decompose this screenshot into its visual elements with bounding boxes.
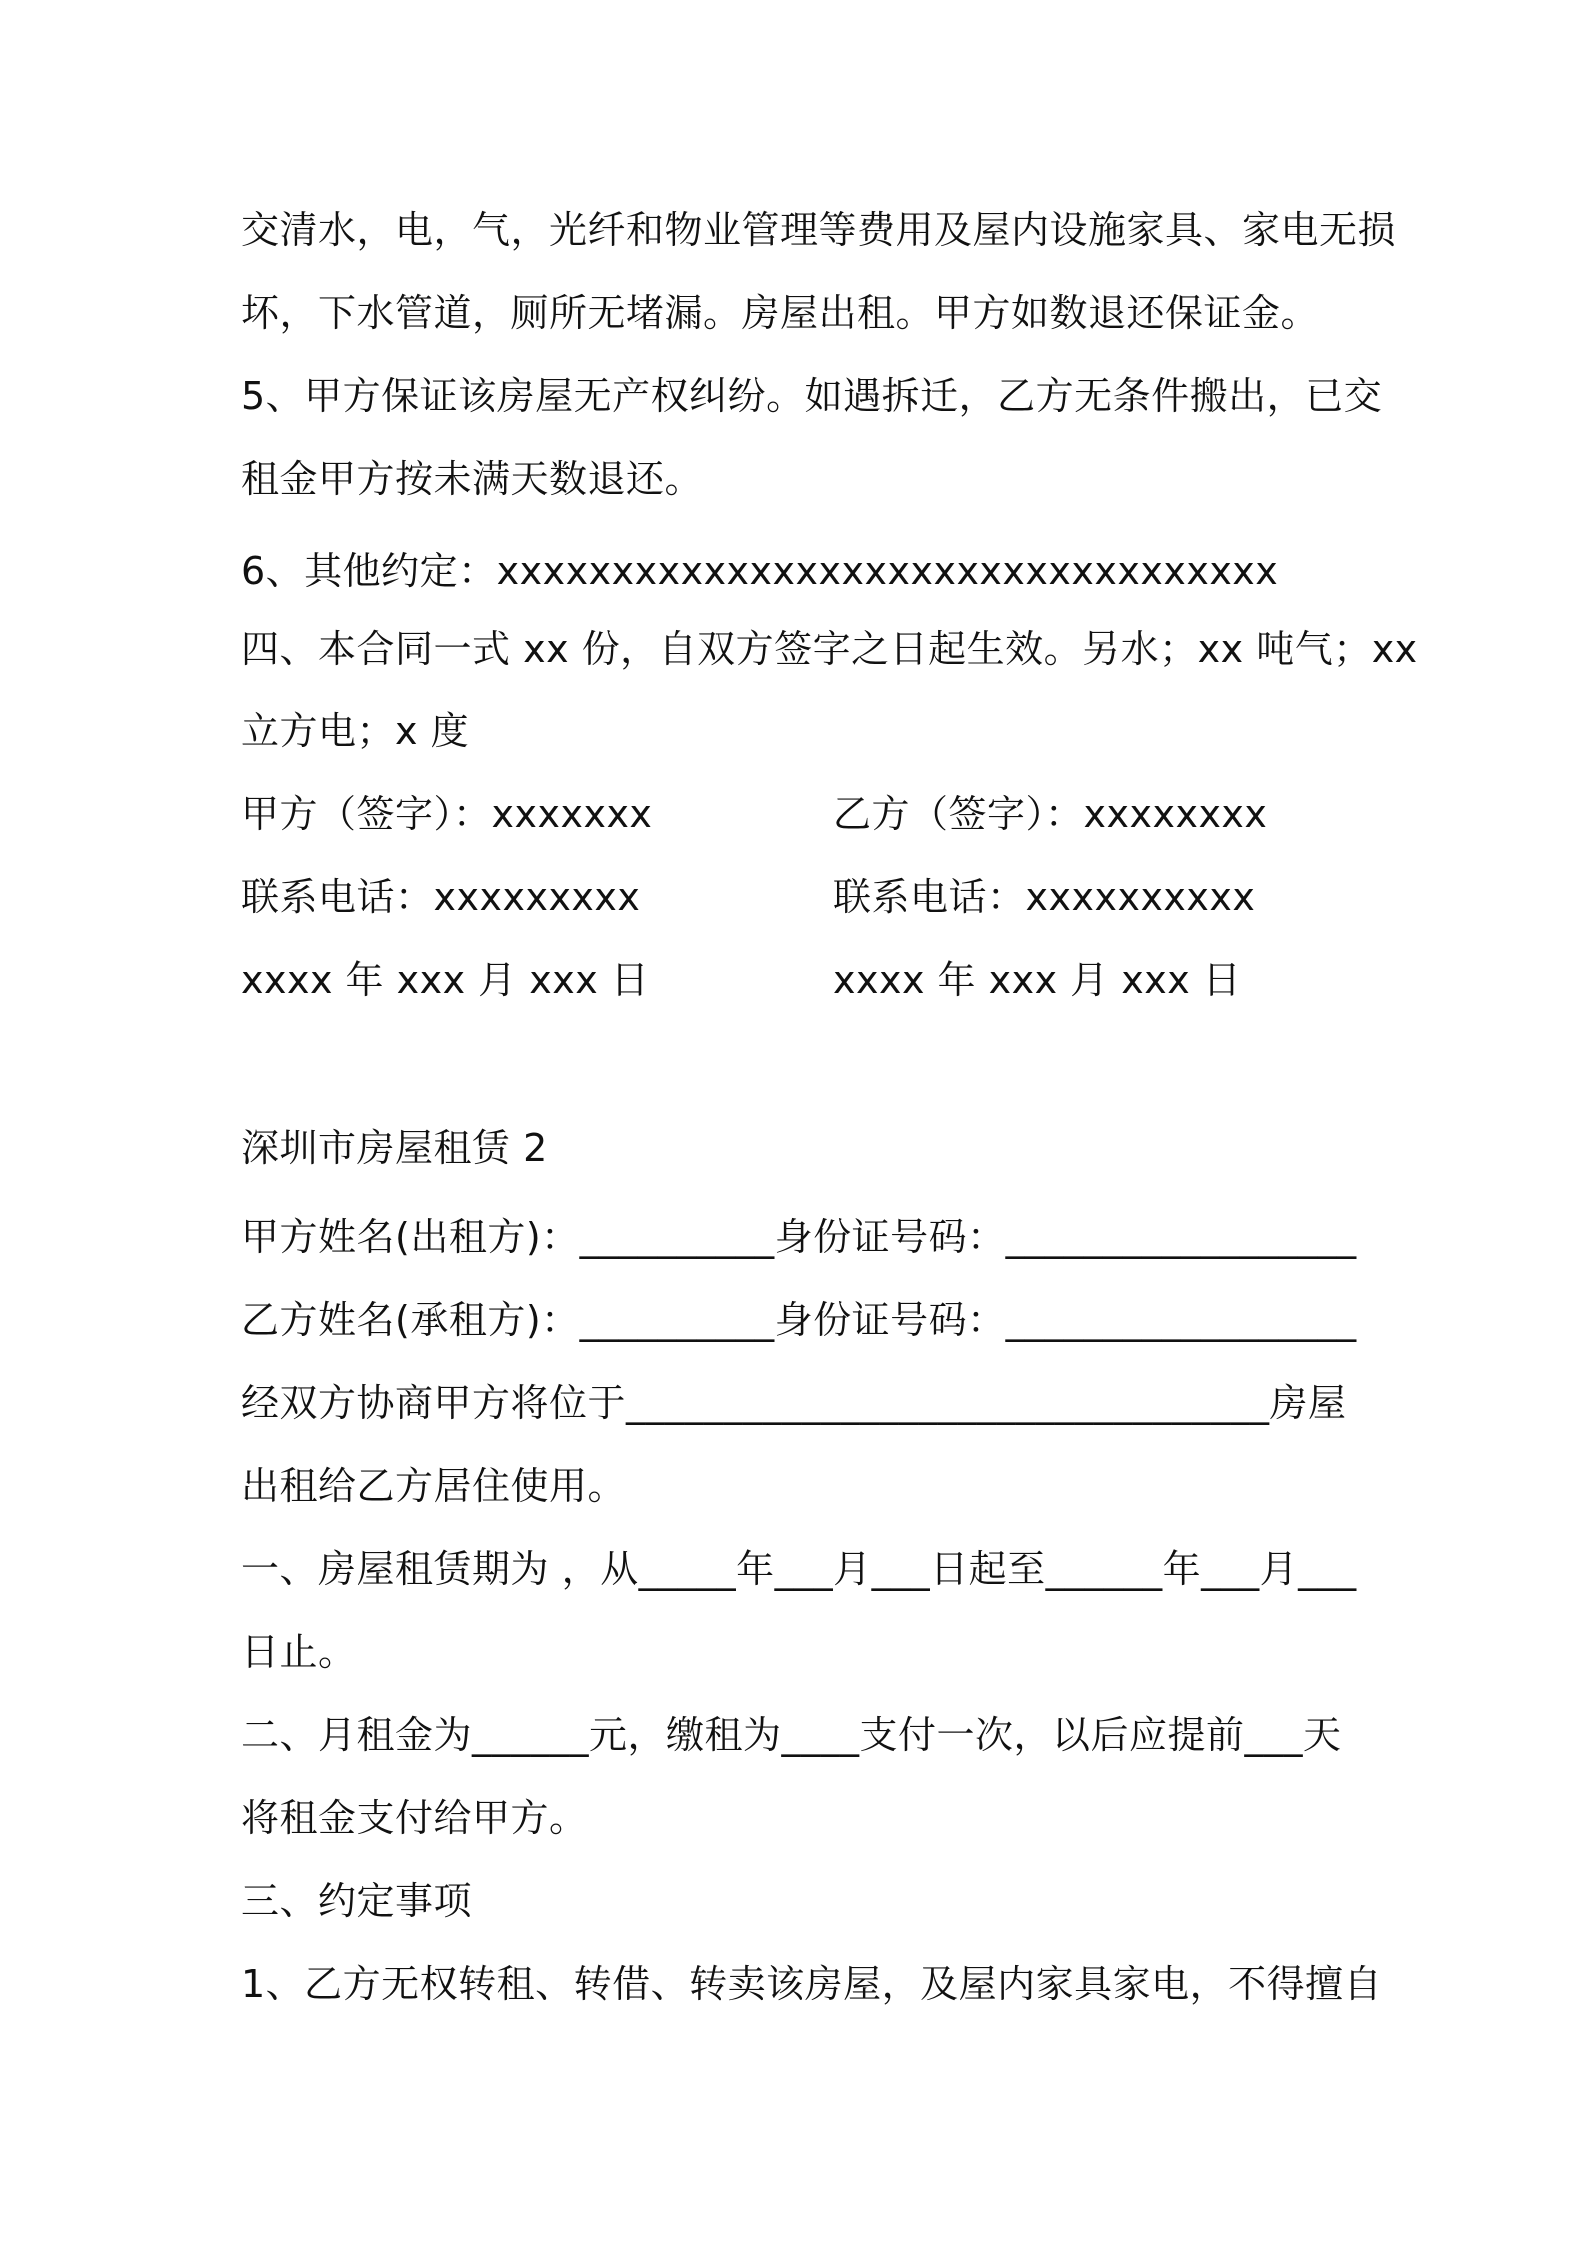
party-a-signature: 甲方（签字）：xxxxxxx <box>241 792 653 836</box>
paragraph-line: 甲方姓名(出租方)：__________身份证号码：__________________ <box>241 1215 1357 1259</box>
party-b-date: xxxx 年 xxx 月 xxx 日 <box>833 958 1242 1002</box>
paragraph-line: 立方电；x 度 <box>241 709 470 753</box>
paragraph-line: 将租金支付给甲方。 <box>241 1796 588 1840</box>
party-a-date: xxxx 年 xxx 月 xxx 日 <box>241 958 650 1002</box>
paragraph-line: 乙方姓名(承租方)：__________身份证号码：__________________ <box>241 1298 1357 1342</box>
paragraph-line: 日止。 <box>241 1630 357 1674</box>
paragraph-line: 一、房屋租赁期为 ，从_____年___月___日起至______年___月___ <box>241 1547 1357 1591</box>
party-a-phone: 联系电话：xxxxxxxxx <box>241 875 641 919</box>
paragraph-line: 经双方协商甲方将位于_________________________________房屋 <box>241 1381 1347 1425</box>
section-title: 深圳市房屋租赁 2 <box>241 1126 548 1170</box>
paragraph-line: 租金甲方按未满天数退还。 <box>241 457 704 501</box>
paragraph-line: 交清水，电，气，光纤和物业管理等费用及屋内设施家具、家电无损 <box>241 208 1397 252</box>
paragraph-line: 四、本合同一式 xx 份，自双方签字之日起生效。另水；xx 吨气；xx <box>241 627 1418 671</box>
paragraph-line: 坏，下水管道，厕所无堵漏。房屋出租。甲方如数退还保证金。 <box>241 291 1320 335</box>
paragraph-line: 三、约定事项 <box>241 1879 473 1923</box>
party-b-signature: 乙方（签字）：xxxxxxxx <box>833 792 1268 836</box>
paragraph-line: 6、其他约定：xxxxxxxxxxxxxxxxxxxxxxxxxxxxxxxxxx <box>241 549 1279 593</box>
paragraph-line: 1、乙方无权转租、转借、转卖该房屋，及屋内家具家电，不得擅自 <box>241 1962 1383 2006</box>
paragraph-line: 出租给乙方居住使用。 <box>241 1464 627 1508</box>
paragraph-line: 二、月租金为______元，缴租为____支付一次，以后应提前___天 <box>241 1713 1342 1757</box>
party-b-phone: 联系电话：xxxxxxxxxx <box>833 875 1256 919</box>
paragraph-line: 5、甲方保证该房屋无产权纠纷。如遇拆迁，乙方无条件搬出，已交 <box>241 374 1383 418</box>
